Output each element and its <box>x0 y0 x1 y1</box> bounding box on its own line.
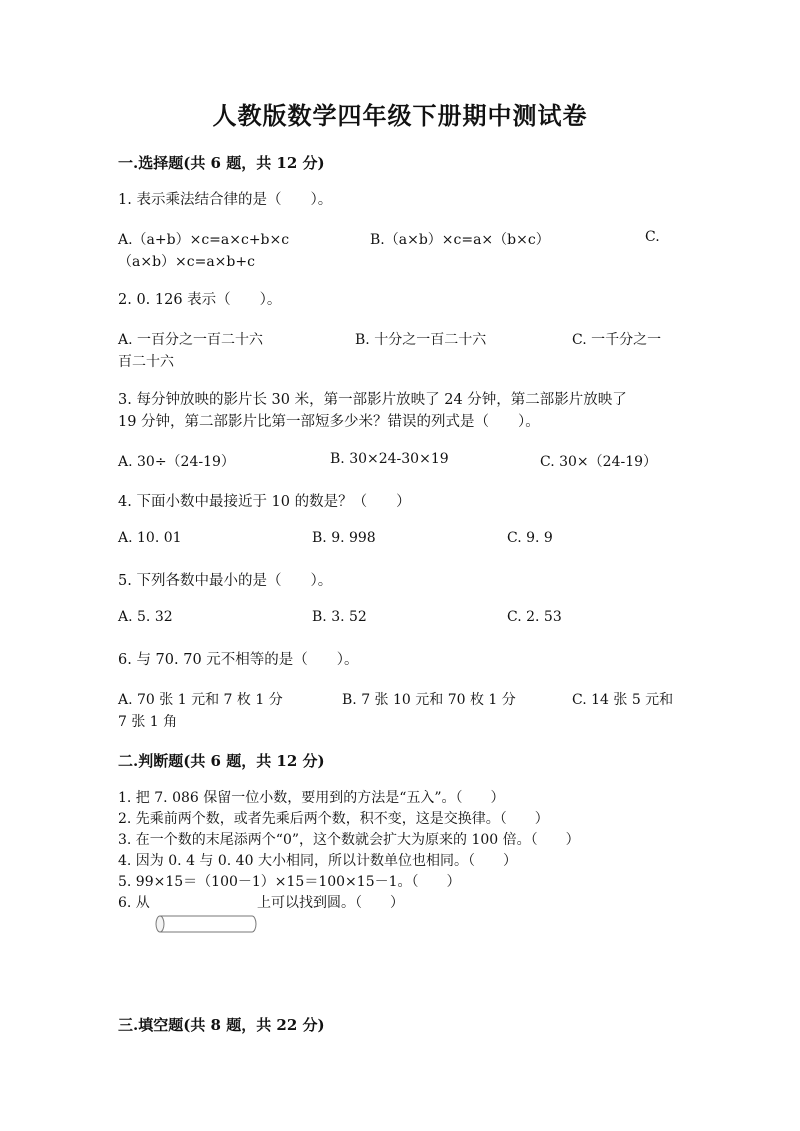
option-b: B. 7 张 10 元和 70 枚 1 分 <box>342 692 516 708</box>
option-b: B. 9. 998 <box>312 530 376 546</box>
option-b: B.（a×b）×c=a×（b×c） <box>370 232 550 248</box>
option-c: C. <box>645 229 660 245</box>
option-c: C. 9. 9 <box>507 530 553 546</box>
option-c: C. 一千分之一 <box>572 332 662 348</box>
option-a: A. 10. 01 <box>118 530 182 546</box>
option-a: A. 5. 32 <box>118 609 173 625</box>
question-stem: 4. 下面小数中最接近于 10 的数是？（ ） <box>118 494 411 510</box>
option-a: A.（a+b）×c=a×c+b×c <box>118 232 290 248</box>
option-c: C. 2. 53 <box>507 609 562 625</box>
question-stem: 5. 下列各数中最小的是（ ）。 <box>118 573 333 589</box>
option-a: A. 一百分之一百二十六 <box>118 332 264 348</box>
judge-item: 5. 99×15＝（100－1）×15＝100×15－1。（ ） <box>118 874 461 890</box>
question-stem-line: 19 分钟，第二部影片比第一部短多少米？错误的列式是（ ）。 <box>118 414 540 430</box>
option-b: B. 十分之一百二十六 <box>355 332 487 348</box>
cylinder-icon <box>152 913 262 939</box>
section-heading-choice: 一.选择题(共 6 题，共 12 分) <box>118 154 325 172</box>
option-continuation: 7 张 1 角 <box>118 714 178 730</box>
option-a: A. 30÷（24-19） <box>118 454 235 470</box>
option-b: B. 30×24-30×19 <box>330 451 449 467</box>
judge-item-prefix: 6. 从 <box>118 895 150 911</box>
judge-item-suffix: 上可以找到圆。（ ） <box>257 895 404 911</box>
question-stem: 6. 与 70. 70 元不相等的是（ ）。 <box>118 652 359 668</box>
option-a: A. 70 张 1 元和 7 枚 1 分 <box>118 692 283 708</box>
judge-item: 3. 在一个数的末尾添两个“0”，这个数就会扩大为原来的 100 倍。（ ） <box>118 832 580 848</box>
judge-item: 1. 把 7. 086 保留一位小数，要用到的方法是“五入”。（ ） <box>118 790 505 806</box>
option-c: C. 14 张 5 元和 <box>572 692 674 708</box>
page-title: 人教版数学四年级下册期中测试卷 <box>212 101 588 130</box>
option-continuation: 百二十六 <box>118 354 174 370</box>
option-continuation: （a×b）×c=a×b+c <box>118 254 255 270</box>
option-b: B. 3. 52 <box>312 609 367 625</box>
judge-item: 4. 因为 0. 4 与 0. 40 大小相同，所以计数单位也相同。（ ） <box>118 853 517 869</box>
option-c: C. 30×（24-19） <box>540 454 658 470</box>
section-heading-fill: 三.填空题(共 8 题，共 22 分) <box>118 1016 325 1034</box>
question-stem: 1. 表示乘法结合律的是（ ）。 <box>118 192 333 208</box>
section-heading-judge: 二.判断题(共 6 题，共 12 分) <box>118 752 325 770</box>
judge-item: 2. 先乘前两个数，或者先乘后两个数，积不变，这是交换律。（ ） <box>118 811 549 827</box>
question-stem-line: 3. 每分钟放映的影片长 30 米，第一部影片放映了 24 分钟，第二部影片放映了 <box>118 392 627 408</box>
question-stem: 2. 0. 126 表示（ ）。 <box>118 292 282 308</box>
